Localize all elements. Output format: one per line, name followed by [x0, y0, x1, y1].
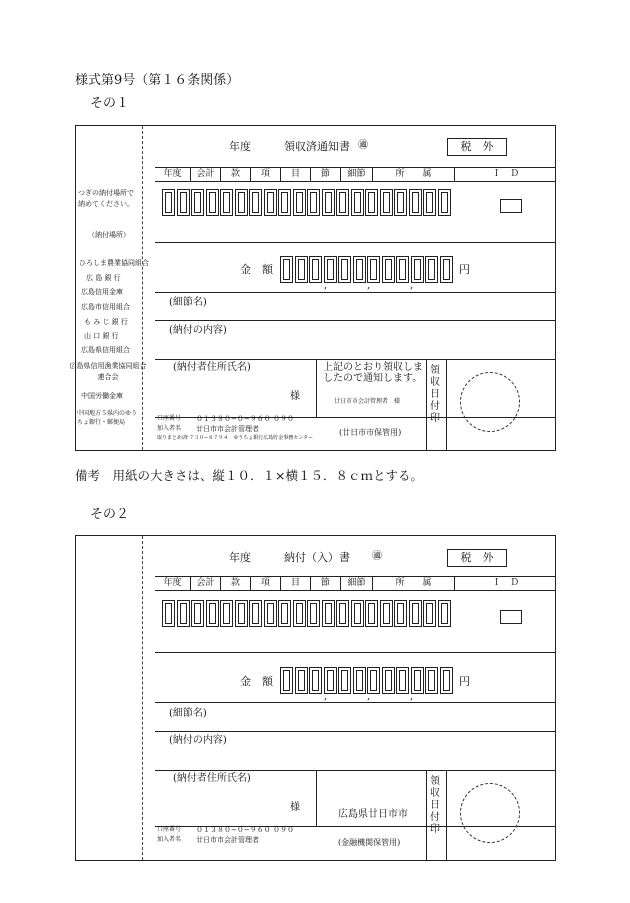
account-holder: 廿日市市会計管理者	[196, 836, 259, 844]
digit-cell[interactable]	[322, 600, 335, 627]
holder-label: 加入者名	[157, 836, 182, 843]
digit-cell[interactable]	[264, 189, 277, 216]
digit-cell[interactable]	[365, 189, 378, 216]
bank-name: 広島県信用漁業協同組合連合会	[69, 362, 147, 381]
date-stamp-circle	[460, 372, 520, 432]
digit-cell[interactable]	[380, 189, 393, 216]
payment-content-label: (納付の内容)	[169, 325, 227, 336]
payment-slip-form: 年度 納付（入）書 ㊜ 税 外 年度 会計 款 項 目 節 細節 所 属 Ｉ Ｄ 金 額 , , , 円 (細節名) (納付の内容) (納付者住所氏名) 様 広島県廿日市市 領収日付印 口座番号 ０１３８０−０−９６０ ０９０ 加入者名 廿日市市会計管理者 (金融機関保管用)	[75, 535, 556, 861]
code-header-row	[155, 167, 556, 182]
digit-cell[interactable]	[206, 189, 219, 216]
divider	[155, 292, 556, 293]
column-header: 項	[251, 577, 281, 590]
digit-cell[interactable]	[177, 600, 190, 627]
divider	[155, 731, 556, 732]
storage-label: (廿日市市保管用)	[339, 428, 402, 437]
digit-cell[interactable]	[309, 256, 322, 283]
digit-cell[interactable]	[365, 600, 378, 627]
digit-cell[interactable]	[220, 189, 233, 216]
digit-cell[interactable]	[278, 189, 291, 216]
bank-name: 中国地方５県内のゆうちょ銀行・郵便局	[77, 410, 138, 426]
digit-cell[interactable]	[235, 189, 248, 216]
digit-cell[interactable]	[409, 600, 422, 627]
digit-cell[interactable]	[295, 256, 308, 283]
digit-cell[interactable]	[324, 667, 337, 694]
notice-recipient: 廿日市市会計管理者 様	[334, 398, 401, 405]
perforation-line	[142, 126, 143, 450]
digit-cell[interactable]	[206, 600, 219, 627]
notice-text: 上記のとおり領収しましたので通知します。	[323, 362, 423, 384]
digit-cell[interactable]	[307, 189, 320, 216]
digit-cell[interactable]	[307, 600, 320, 627]
digit-cell[interactable]	[425, 667, 438, 694]
collect-branch: 〒７３０−８７９４ ゆうちょ銀行広島貯金事務センター	[184, 435, 313, 441]
digit-cell[interactable]	[220, 600, 233, 627]
yen-label: 円	[459, 263, 470, 276]
collect-branch-label: 取りまとめ店	[157, 435, 188, 441]
date-stamp-circle	[460, 783, 520, 843]
column-header: 年度	[155, 577, 191, 590]
divider	[316, 359, 317, 417]
column-header: 細節	[341, 577, 373, 590]
divider	[155, 702, 556, 703]
digit-cell[interactable]	[280, 256, 293, 283]
digit-cell[interactable]	[396, 667, 409, 694]
digit-cell[interactable]	[394, 600, 407, 627]
remark-text: 備考 用紙の大きさは、縦１０．１×横１５．８ｃｍとする。	[75, 468, 423, 483]
divider	[155, 242, 556, 243]
digit-cell[interactable]	[336, 600, 349, 627]
digit-cell[interactable]	[367, 667, 380, 694]
bank-name: 広島市信用組合	[81, 303, 130, 311]
digit-cell[interactable]	[293, 600, 306, 627]
digit-cell[interactable]	[191, 189, 204, 216]
digit-cell[interactable]	[235, 600, 248, 627]
payment-place-label: （納付場所）	[88, 231, 130, 239]
account-number-label: 口座番号	[157, 826, 182, 833]
column-header: 節	[311, 168, 341, 181]
bank-name: 広島信用金庫	[81, 288, 123, 296]
account-number: ０１３８０−０−９６０ ０９０	[196, 826, 294, 834]
digit-cell[interactable]	[162, 189, 175, 216]
digit-cell[interactable]	[177, 189, 190, 216]
section-label-1: その１	[90, 96, 130, 111]
column-header: 細節	[341, 168, 373, 181]
section-label-2: その２	[90, 507, 130, 522]
honorific: 様	[290, 391, 300, 402]
form-title: 納付（入）書	[284, 551, 350, 564]
digit-cell[interactable]	[396, 256, 409, 283]
digit-cell[interactable]	[338, 667, 351, 694]
form-title: 領収済通知書	[284, 140, 350, 153]
id-box[interactable]	[500, 610, 522, 624]
digit-cell[interactable]	[322, 189, 335, 216]
column-header: 会計	[191, 577, 221, 590]
payment-content-label: (納付の内容)	[169, 735, 227, 746]
code-header-row	[155, 576, 556, 591]
column-header: 項	[251, 168, 281, 181]
divider	[446, 770, 447, 861]
account-holder: 廿日市市会計管理者	[196, 425, 259, 433]
digit-cell[interactable]	[353, 256, 366, 283]
column-header: 款	[221, 168, 251, 181]
digit-cell[interactable]	[380, 600, 393, 627]
bank-name: 山 口 銀 行	[84, 332, 119, 340]
divider	[446, 359, 447, 451]
digit-cell[interactable]	[367, 256, 380, 283]
payer-label: (納付者住所氏名)	[173, 362, 251, 373]
digit-cell[interactable]	[249, 600, 262, 627]
payer-label: (納付者住所氏名)	[173, 773, 251, 784]
column-header: 年度	[155, 168, 191, 181]
tax-category-box: 税 外	[447, 549, 507, 567]
bank-name: ひろしま農業協同組合	[79, 259, 149, 267]
column-header: 会計	[191, 168, 221, 181]
receipt-stamp-label: 領収日付印	[430, 365, 440, 424]
digit-cell[interactable]	[382, 256, 395, 283]
account-number: ０１３８０−０−９６０ ０９０	[196, 415, 294, 423]
detail-name-label: (細節名)	[169, 708, 207, 719]
digit-cell[interactable]	[382, 667, 395, 694]
holder-label: 加入者名	[157, 425, 182, 432]
form-style-heading: 様式第9号（第１６条関係）	[75, 73, 240, 88]
column-header: 所 属	[373, 577, 455, 590]
year-label: 年度	[229, 551, 251, 564]
tax-category-box: 税 外	[447, 138, 507, 156]
digit-cell[interactable]	[293, 189, 306, 216]
column-header: 款	[221, 577, 251, 590]
recipient-name: 広島県廿日市市	[338, 809, 408, 820]
divider	[155, 770, 556, 771]
column-header: 目	[281, 168, 311, 181]
digit-cell[interactable]	[423, 600, 436, 627]
stamp-mark: ㊜	[358, 140, 368, 151]
digit-cell[interactable]	[440, 667, 453, 694]
bank-name: も み じ 銀 行	[84, 318, 128, 326]
year-label: 年度	[229, 140, 251, 153]
column-header: Ｉ Ｄ	[491, 578, 519, 588]
digit-cell[interactable]	[438, 189, 451, 216]
digit-cell[interactable]	[353, 667, 366, 694]
digit-cell[interactable]	[409, 189, 422, 216]
digit-cell[interactable]	[440, 256, 453, 283]
payment-notice-text: つぎの納付場所で納めてください。	[78, 189, 134, 208]
digit-cell[interactable]	[280, 667, 293, 694]
bank-name: 中国労働金庫	[81, 392, 123, 400]
stamp-mark: ㊜	[372, 551, 382, 562]
digit-cell[interactable]	[191, 600, 204, 627]
digit-cell[interactable]	[351, 189, 364, 216]
divider	[155, 652, 556, 653]
digit-cell[interactable]	[351, 600, 364, 627]
digit-cell[interactable]	[278, 600, 291, 627]
yen-label: 円	[459, 675, 470, 688]
digit-cell[interactable]	[338, 256, 351, 283]
receipt-stamp-label: 領収日付印	[430, 776, 440, 835]
digit-cell[interactable]	[162, 600, 175, 627]
divider	[426, 770, 427, 861]
column-header: Ｉ Ｄ	[491, 169, 519, 179]
digit-cell[interactable]	[249, 189, 262, 216]
honorific: 様	[290, 802, 300, 813]
column-header: 目	[281, 577, 311, 590]
amount-label: 金 額	[240, 263, 273, 276]
bank-name: 広島県信用組合	[81, 346, 130, 354]
id-box[interactable]	[500, 199, 522, 213]
digit-cell[interactable]	[411, 667, 424, 694]
divider	[316, 770, 317, 826]
column-header: 節	[311, 577, 341, 590]
digit-cell[interactable]	[411, 256, 424, 283]
divider	[155, 320, 556, 321]
receipt-notice-form: つぎの納付場所で納めてください。 （納付場所） ひろしま農業協同組合 広 島 銀 行 広島信用金庫 広島市信用組合 も み じ 銀 行 山 口 銀 行 広島県信用組合 広島県信用漁業協同組合連合会 中国労働金庫 中国地方５県内のゆうちょ銀行・郵便局 年度 領収済通知書 ㊜ 税 外 年度 会計 款 項 目 節 細節 所 属 Ｉ Ｄ 金 額 , , , 円 (細節名) (納付の内容) (納付者住所氏名) 様 上記のとおり領収しましたので通知します。 廿日市市会計管理者 様 領収日付印 口座番号 ０１３８０−０−９６０ ０９０ 加入者名 廿日市市会計管理者 取りまとめ店 〒７３０−８７９４ ゆうちょ銀行広島貯金事務センター (廿日市市保管用)	[75, 125, 556, 451]
digit-cell[interactable]	[336, 189, 349, 216]
digit-cell[interactable]	[394, 189, 407, 216]
digit-cell[interactable]	[295, 667, 308, 694]
divider	[426, 359, 427, 451]
digit-cell[interactable]	[264, 600, 277, 627]
column-header: 所 属	[373, 168, 455, 181]
digit-cell[interactable]	[423, 189, 436, 216]
digit-cell[interactable]	[438, 600, 451, 627]
divider	[155, 359, 556, 360]
amount-label: 金 額	[240, 675, 273, 688]
detail-name-label: (細節名)	[169, 297, 207, 308]
storage-label: (金融機関保管用)	[338, 838, 401, 847]
digit-cell[interactable]	[425, 256, 438, 283]
perforation-line	[142, 536, 143, 860]
digit-cell[interactable]	[324, 256, 337, 283]
account-number-label: 口座番号	[157, 415, 182, 422]
digit-cell[interactable]	[309, 667, 322, 694]
bank-name: 広 島 銀 行	[86, 274, 121, 282]
